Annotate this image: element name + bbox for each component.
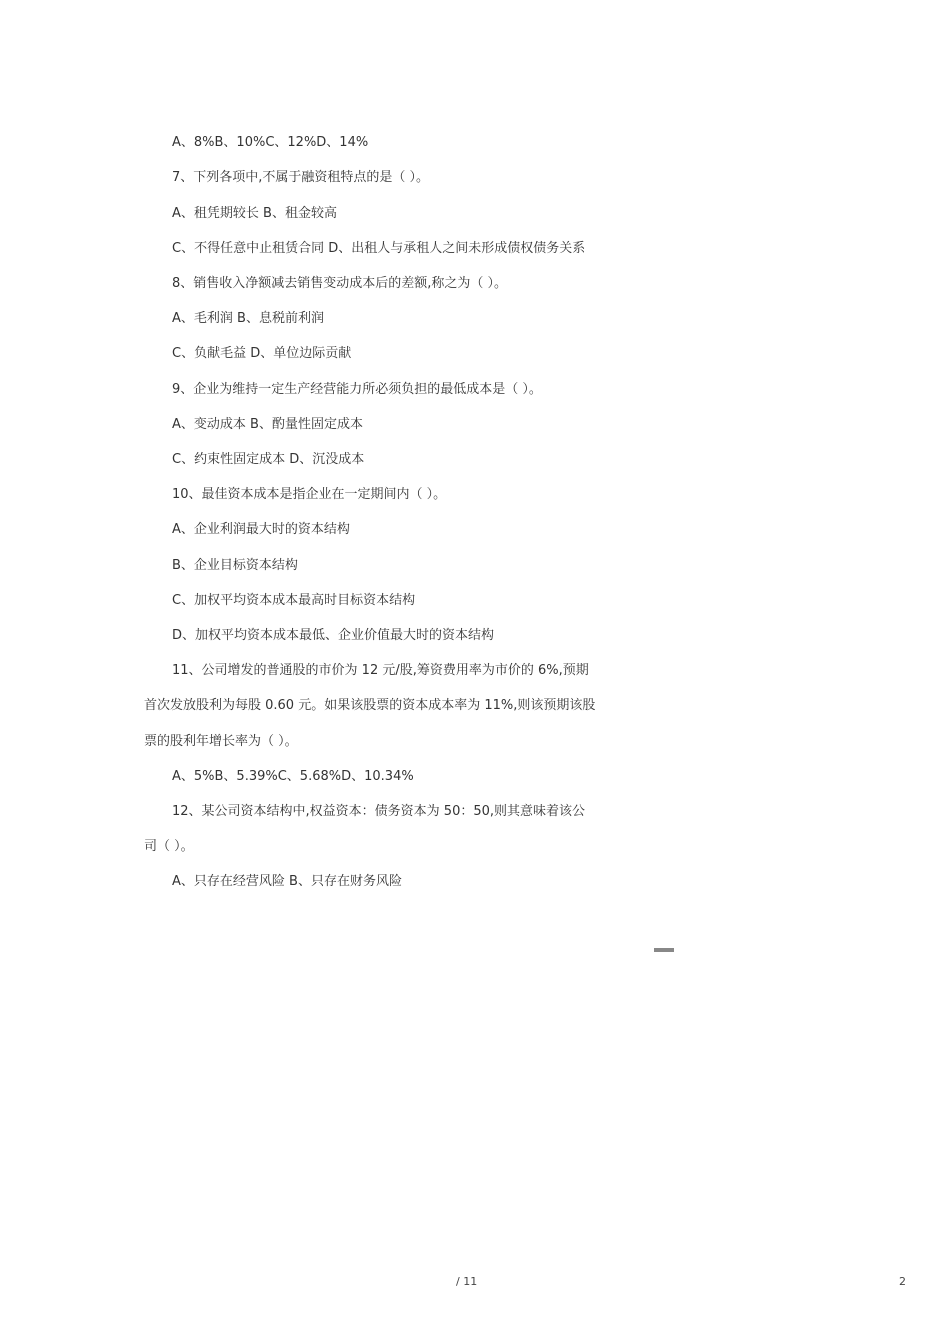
question-11: 11、公司增发的普通股的市价为 12 元/股,筹资费用率为市价的 6%,预期 bbox=[172, 663, 589, 678]
question-8-options-cd: C、负献毛益 D、单位边际贡献 bbox=[172, 346, 352, 361]
question-10: 10、最佳资本成本是指企业在一定期间内（ ）。 bbox=[172, 487, 447, 502]
question-10-option-d: D、加权平均资本成本最低、企业价值最大时的资本结构 bbox=[172, 628, 495, 643]
question-8: 8、销售收入净额减去销售变动成本后的差额,称之为（ ）。 bbox=[172, 276, 508, 291]
page-number: 2 bbox=[899, 1275, 906, 1288]
question-10-option-b: B、企业目标资本结构 bbox=[172, 558, 298, 573]
question-7-options-ab: A、租凭期较长 B、租金较高 bbox=[172, 206, 337, 221]
question-12: 12、某公司资本结构中,权益资本：债务资本为 50：50,则其意味着该公 bbox=[172, 804, 586, 819]
question-11-cont: 首次发放股利为每股 0.60 元。如果该股票的资本成本率为 11%,则该预期该股 bbox=[144, 698, 596, 713]
question-8-options-ab: A、毛利润 B、息税前利润 bbox=[172, 311, 324, 326]
question-9: 9、企业为维持一定生产经营能力所必须负担的最低成本是（ ）。 bbox=[172, 382, 542, 397]
question-7: 7、下列各项中,不属于融资租特点的是（ ）。 bbox=[172, 170, 430, 185]
page-total: / 11 bbox=[456, 1275, 478, 1288]
question-11-options: A、5%B、5.39%C、5.68%D、10.34% bbox=[172, 769, 414, 784]
question-10-option-c: C、加权平均资本成本最高时目标资本结构 bbox=[172, 593, 416, 608]
question-11-cont: 票的股利年增长率为（ ）。 bbox=[144, 734, 298, 749]
text-line: A、8%B、10%C、12%D、14% bbox=[172, 135, 369, 150]
question-12-options-ab: A、只存在经营风险 B、只存在财务风险 bbox=[172, 874, 402, 889]
decorative-mark bbox=[654, 948, 674, 952]
question-9-options-cd: C、约束性固定成本 D、沉没成本 bbox=[172, 452, 365, 467]
question-7-options-cd: C、不得任意中止租赁合同 D、出租人与承租人之间未形成债权债务关系 bbox=[172, 241, 586, 256]
question-12-cont: 司（ ）。 bbox=[144, 839, 194, 854]
question-9-options-ab: A、变动成本 B、酌量性固定成本 bbox=[172, 417, 363, 432]
question-10-option-a: A、企业利润最大时的资本结构 bbox=[172, 522, 350, 537]
